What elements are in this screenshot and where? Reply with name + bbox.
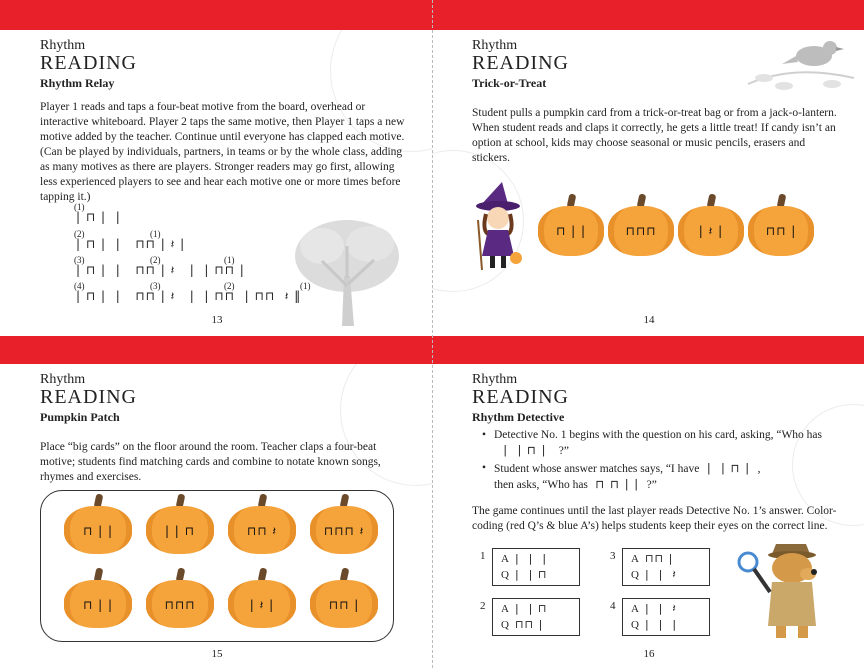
header-reading: READING [40, 386, 137, 408]
card-a-label: A [501, 553, 509, 565]
bullet-text-end: ?” [646, 479, 657, 491]
detective-card: A | | 𝄽 Q | | | [622, 598, 710, 636]
bullet-text-mid: , [757, 463, 761, 475]
card-q-label: Q [631, 619, 639, 631]
page-13 [0, 30, 432, 336]
rhythm-row-2: | ⊓ | | ⊓⊓ | 𝄽 | [76, 237, 186, 251]
page-body-text: Place “big cards” on the floor around the room. Teacher claps a four-beat motive; students find matching cards and combine to notate known songs, rhymes and exercises. [40, 441, 381, 483]
card-q-label: Q [501, 569, 509, 581]
pumpkin-card: | 𝄽 | [678, 194, 744, 256]
page-subtitle: Pumpkin Patch [40, 410, 120, 424]
rhythm-inline: | | ⊓ | [702, 461, 755, 475]
motive-label: (1) [224, 255, 235, 265]
bullet-item [482, 461, 822, 493]
card-number: 3 [610, 550, 616, 562]
header-reading: READING [40, 52, 137, 74]
pumpkin-card: | 𝄽 | [228, 568, 296, 628]
pumpkin-card: ⊓⊓ 𝄽 [228, 494, 296, 554]
header-reading: READING [472, 386, 569, 408]
bullet-text-line2: then asks, “Who has [494, 479, 588, 491]
pumpkin-card: ⊓ | | [64, 494, 132, 554]
detective-card: A ⊓⊓ | Q | | 𝄽 [622, 548, 710, 586]
header-rhythm: Rhythm [40, 372, 86, 387]
row-label: (4) [74, 281, 85, 291]
row-label: (1) [74, 202, 85, 212]
page-number: 16 [643, 648, 655, 660]
pumpkin-card: ⊓ | | [64, 568, 132, 628]
bird-icon [744, 34, 856, 96]
bullet-item [482, 428, 822, 459]
detective-dog-icon [732, 534, 832, 644]
row-label: (2) [74, 229, 85, 239]
motive-label: (2) [150, 255, 161, 265]
bullet-text: Student whose answer matches says, “I have [494, 463, 700, 475]
page-14 [432, 30, 864, 336]
bullet-list [482, 428, 822, 495]
tree-icon [292, 216, 402, 331]
pumpkin-card: | | ⊓ [146, 494, 214, 554]
pumpkin-card: ⊓⊓ | [310, 568, 378, 628]
motive-label: (2) [224, 281, 235, 291]
header-rhythm: Rhythm [472, 38, 518, 53]
header-reading: READING [472, 52, 569, 74]
card-a-label: A [501, 603, 509, 615]
pumpkin-card: ⊓ | | [538, 194, 604, 256]
card-q-label: Q [631, 569, 639, 581]
pumpkin-card: ⊓⊓⊓ [608, 194, 674, 256]
card-a-label: A [631, 553, 639, 565]
witch-icon [472, 180, 528, 272]
page-body-text: The game continues until the last player reads Detective No. 1’s answer. Color-coding (red Q’s & blue A’s) helps students keep their eyes on the correct line. [472, 505, 837, 532]
page-15 [0, 364, 432, 670]
page-body-text: Student pulls a pumpkin card from a trick-or-treat bag or from a jack-o-lantern. When student reads and claps it correctly, he gets a little treat! If candy isn’t an option at school, kids may choose seasonal or music pencils, erasers and stickers. [472, 107, 837, 164]
header-rhythm: Rhythm [40, 38, 86, 53]
row-label: (3) [74, 255, 85, 265]
pumpkin-card: ⊓⊓ | [748, 194, 814, 256]
page-16 [432, 364, 864, 670]
page-number: 13 [211, 314, 223, 326]
motive-label: (1) [150, 229, 161, 239]
page-body-text: Player 1 reads and taps a four-beat motive from the board, overhead or interactive whiteboard. Player 2 taps the same motive, then Player 1 taps a new motive added by the teacher. Continue until everyone has clapped each motive. (Can be played by individuals, partners, in teams or by the whole class, adding as many motives as there are players. Stronger readers may go first, allowing less experienced players to see and hear each motive one or more times before tapping it.) [40, 101, 405, 203]
bullet-text-end: ?” [558, 445, 569, 457]
motive-label: (3) [150, 281, 161, 291]
card-a-label: A [631, 603, 639, 615]
bullet-text: Detective No. 1 begins with the question on his card, asking, “Who has [494, 429, 822, 441]
page-subtitle: Rhythm Detective [472, 410, 565, 424]
page-subtitle: Rhythm Relay [40, 76, 115, 90]
page-subtitle: Trick-or-Treat [472, 76, 547, 90]
card-number: 2 [480, 600, 486, 612]
rhythm-inline: | | ⊓ | [494, 443, 556, 457]
page-number: 15 [211, 648, 223, 660]
rhythm-inline: ⊓ ⊓ | | [590, 477, 644, 491]
pumpkin-card: ⊓⊓⊓ 𝄽 [310, 494, 378, 554]
card-number: 1 [480, 550, 486, 562]
motive-label: (1) [300, 281, 311, 291]
rhythm-row-1: | ⊓ | | [76, 210, 121, 224]
rhythm-row-3: | ⊓ | | ⊓⊓ | 𝄽 | | ⊓⊓ | [76, 263, 245, 277]
detective-card: A | | ⊓ Q ⊓⊓ | [492, 598, 580, 636]
card-q-label: Q [501, 619, 509, 631]
header-rhythm: Rhythm [472, 372, 518, 387]
page-number: 14 [643, 314, 655, 326]
rhythm-row-4: | ⊓ | | ⊓⊓ | 𝄽 | | ⊓⊓ | ⊓⊓ 𝄽 ‖ [76, 289, 302, 303]
detective-card: A | | | Q | | ⊓ [492, 548, 580, 586]
pumpkin-card: ⊓⊓⊓ [146, 568, 214, 628]
card-number: 4 [610, 600, 616, 612]
